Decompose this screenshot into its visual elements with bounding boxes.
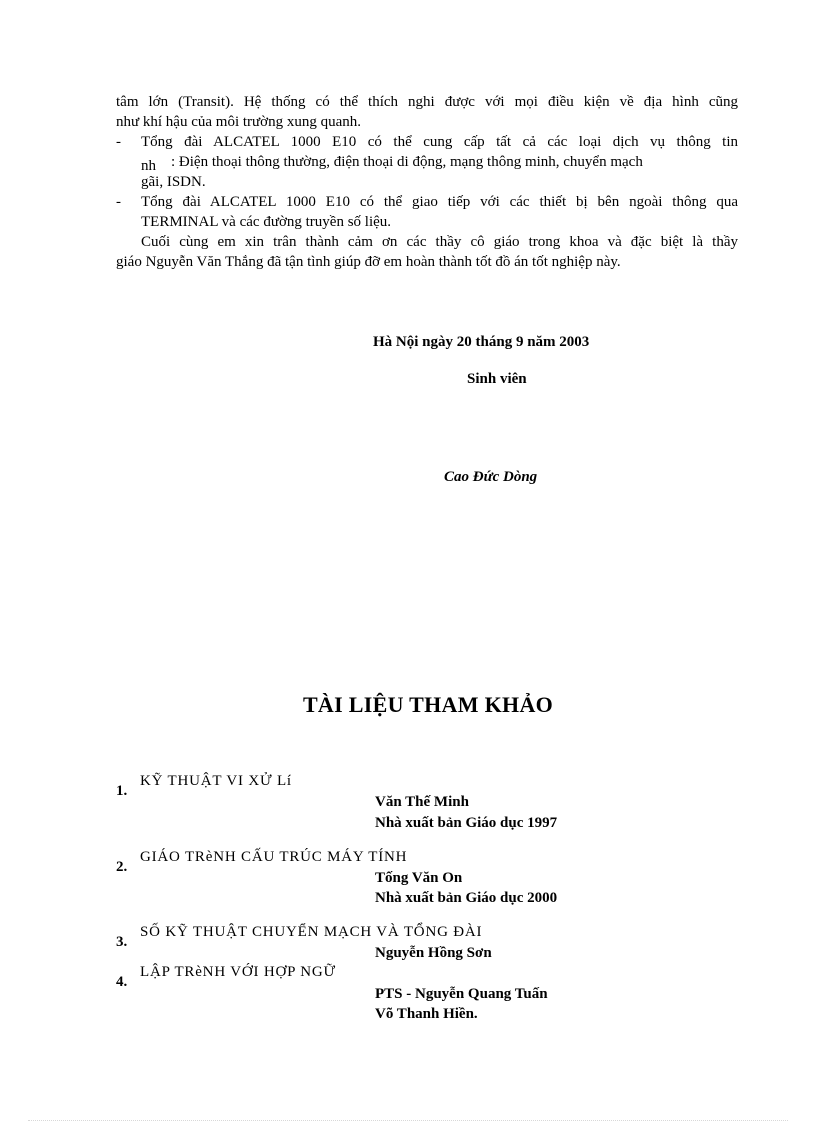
signoff-role: Sinh viên (467, 371, 527, 387)
bullet-item-1 (141, 132, 738, 192)
reference-4-number: 4. (116, 974, 128, 990)
reference-4-author-2: Võ Thanh Hiền. (375, 1006, 478, 1022)
closing-paragraph (116, 232, 738, 272)
intro-line-1: tâm lớn (Transit). Hệ thống có thể thích nghi được với mọi điều kiện về địa hình cũng (116, 94, 738, 110)
footer-divider (28, 1120, 788, 1121)
signer-name: Cao Đức Dòng (444, 469, 538, 485)
reference-3-title: SỐ KỸ THUẬT CHUYỂN MẠCH VÀ TỔNG ĐÀI (140, 924, 483, 940)
reference-4-author-1: PTS - Nguyễn Quang Tuấn (375, 986, 548, 1002)
bullet-1-prefix: nh (141, 158, 156, 174)
bullet-1-line-2-text: : Điện thoại thông thường, điện thoại di động, mạng thông minh, chuyển mạch (171, 154, 643, 170)
bullet-2-line-2: TERMINAL và các đường truyền số liệu. (141, 214, 392, 230)
reference-3-author: Nguyễn Hồng Sơn (375, 945, 492, 961)
bullet-dash-1: - (116, 134, 121, 150)
bullet-2-line-1: Tổng đài ALCATEL 1000 E10 có thể giao tiếp với các thiết bị bên ngoài thông qua (141, 194, 738, 210)
bullet-item-2 (141, 192, 738, 232)
references-heading: TÀI LIỆU THAM KHẢO (302, 692, 554, 717)
intro-paragraph (116, 92, 738, 132)
reference-1-author: Văn Thế Minh (375, 794, 469, 810)
closing-line-2: giáo Nguyễn Văn Thắng đã tận tình giúp đỡ em hoàn thành tốt đồ án tốt nghiệp này. (116, 254, 621, 270)
reference-2-author: Tống Văn On (375, 870, 463, 886)
bullet-1-line-3: gãi, ISDN. (141, 174, 206, 190)
reference-4-title: LẬP TRèNH VỚI HỢP NGỮ (140, 964, 336, 980)
bullet-dash-2: - (116, 194, 121, 210)
reference-3-number: 3. (116, 934, 128, 950)
reference-1-publisher: Nhà xuất bản Giáo dục 1997 (375, 815, 558, 831)
intro-line-2: như khí hậu của môi trường xung quanh. (116, 114, 361, 130)
bullet-1-line-2 (141, 152, 738, 172)
place-date: Hà Nội ngày 20 tháng 9 năm 2003 (373, 334, 590, 350)
reference-1-title: KỸ THUẬT VI XỬ Lí (140, 773, 292, 789)
closing-line-1: Cuối cùng em xin trân thành cảm ơn các thầy cô giáo trong khoa và đặc biệt là thầy (141, 234, 738, 250)
reference-2-title: GIÁO TRèNH CẤU TRÚC MÁY TÍNH (140, 849, 408, 865)
reference-2-publisher: Nhà xuất bản Giáo dục 2000 (375, 890, 558, 906)
bullet-1-line-1: Tổng đài ALCATEL 1000 E10 có thể cung cấp tất cả các loại dịch vụ thông tin (141, 134, 738, 150)
reference-1-number: 1. (116, 783, 128, 799)
reference-2-number: 2. (116, 859, 128, 875)
